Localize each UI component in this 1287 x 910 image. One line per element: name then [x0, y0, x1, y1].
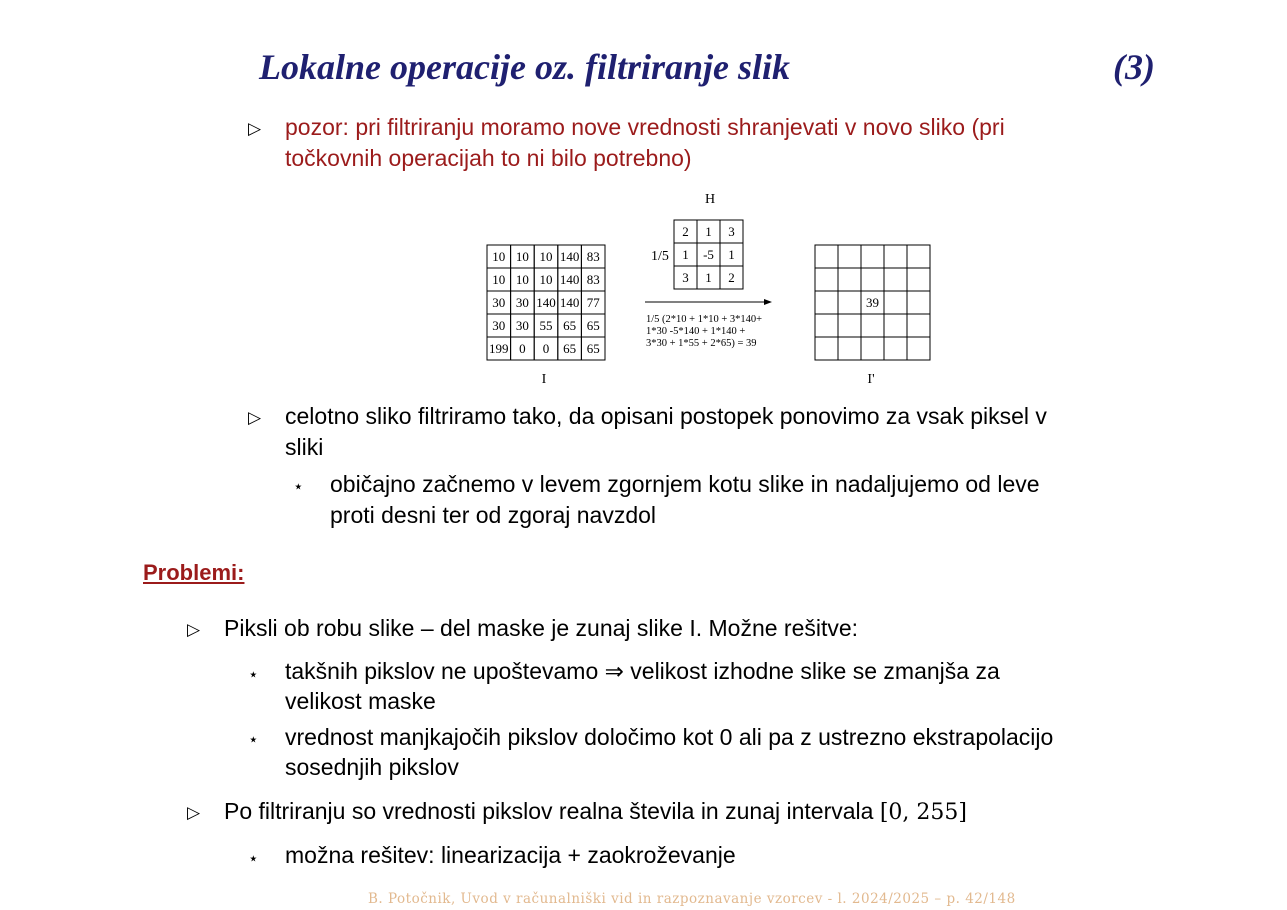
matrix-value: 65	[586, 318, 600, 334]
star-bullet-icon: ⋆	[248, 665, 259, 684]
matrix-value: 0	[542, 341, 550, 357]
matrix-cell	[838, 268, 861, 291]
matrix-value: 1	[705, 270, 712, 286]
label-I-prime: I'	[867, 372, 875, 387]
formula-line: 3*30 + 1*55 + 2*65) = 39	[646, 338, 757, 349]
problems-heading: Problemi:	[143, 560, 245, 585]
label-H: H	[704, 192, 716, 207]
matrix-cell	[884, 245, 907, 268]
problem-text: Piksli ob robu slike – del maske je zunaj slike I. Možne rešitve:	[224, 615, 859, 641]
matrix-value: 83	[586, 272, 600, 288]
matrix-value: 140	[536, 295, 556, 311]
formula-line: 1*30 -5*140 + 1*140 +	[646, 326, 746, 337]
slide-title: Lokalne operacije oz. filtriranje slik	[259, 47, 790, 87]
matrix-value: 140	[559, 295, 580, 311]
problem-text: Po filtriranju so vrednosti pikslov realna števila in zunaj intervala	[224, 798, 874, 824]
matrix-value: 0	[519, 341, 526, 357]
matrix-value: 10	[539, 249, 553, 265]
matrix-value: 1	[728, 247, 735, 263]
star-bullet-icon: ⋆	[293, 477, 304, 496]
star-bullet-icon: ⋆	[248, 849, 259, 868]
matrix-cell	[815, 337, 838, 360]
matrix-value: 10	[492, 272, 506, 288]
matrix-cell	[884, 268, 907, 291]
matrix-cell	[815, 268, 838, 291]
sub-bullet-text-line: sosednjih pikslov	[285, 754, 459, 780]
matrix-cell	[861, 337, 884, 360]
matrix-cell	[861, 314, 884, 337]
matrix-value: 140	[559, 272, 580, 288]
matrix-value: 10	[515, 249, 529, 265]
matrix-value: 30	[492, 295, 506, 311]
matrix-value: 10	[492, 249, 506, 265]
matrix-value: 30	[492, 318, 506, 334]
matrix-cell	[884, 314, 907, 337]
bullet-triangle-icon: ▷	[248, 119, 262, 138]
star-bullet-icon: ⋆	[248, 730, 259, 749]
matrix-value: -5	[703, 247, 714, 263]
matrix-I-prime	[815, 245, 930, 360]
bullet-text-line: točkovnih operacijah to ni bilo potrebno)	[285, 145, 692, 171]
matrix-cell	[907, 268, 930, 291]
label-I: I	[541, 372, 547, 387]
matrix-value: 30	[515, 318, 529, 334]
bullet-triangle-icon: ▷	[248, 408, 262, 427]
matrix-value: 65	[563, 318, 577, 334]
matrix-value: 199	[489, 341, 509, 357]
matrix-cell	[815, 245, 838, 268]
matrix-cell	[838, 291, 861, 314]
formula-line: 1/5 (2*10 + 1*10 + 3*140+	[646, 314, 763, 325]
sub-bullet-text-line: proti desni ter od zgoraj navzdol	[330, 502, 657, 528]
matrix-value: 2	[728, 270, 735, 286]
matrix-I	[487, 245, 605, 360]
matrix-H	[674, 220, 743, 289]
sub-bullet-text-line: takšnih pikslov ne upoštevamo ⇒ velikost izhodne slike se zmanjša za	[285, 658, 1000, 684]
slide-title-number: (3)	[1113, 47, 1155, 87]
matrix-value: 55	[539, 318, 553, 334]
matrix-value: 10	[515, 272, 529, 288]
matrix-cell	[815, 314, 838, 337]
interval-math: [0, 255]	[879, 800, 967, 825]
sub-bullet-text-line: vrednost manjkajočih pikslov določimo kot 0 ali pa z ustrezno ekstrapolacijo	[285, 724, 1054, 750]
matrix-cell	[907, 291, 930, 314]
problem-text-line	[224, 796, 967, 828]
matrix-cell	[884, 291, 907, 314]
matrix-value: 39	[866, 295, 879, 311]
matrix-value: 3	[728, 224, 735, 240]
matrix-cell	[907, 245, 930, 268]
sub-bullet-text-line: možna rešitev: linearizacija + zaokroževanje	[285, 842, 736, 868]
filtering-diagram	[470, 185, 950, 395]
matrix-value: 1	[705, 224, 712, 240]
matrix-cell	[907, 314, 930, 337]
matrix-value: 1	[682, 247, 689, 263]
matrix-value: 3	[682, 270, 689, 286]
matrix-cell	[907, 337, 930, 360]
sub-bullet-text-line: velikost maske	[285, 688, 436, 714]
bullet-triangle-icon: ▷	[187, 620, 201, 639]
bullet-text-line: pozor: pri filtriranju moramo nove vrednosti shranjevati v novo sliko (pri	[285, 114, 1005, 140]
bullet-text-line: celotno sliko filtriramo tako, da opisani postopek ponovimo za vsak piksel v	[285, 403, 1047, 429]
matrix-value: 10	[539, 272, 553, 288]
matrix-cell	[838, 314, 861, 337]
matrix-cell	[884, 337, 907, 360]
matrix-value: 30	[515, 295, 529, 311]
matrix-cell	[838, 245, 861, 268]
matrix-value: 83	[586, 249, 600, 265]
matrix-cell	[861, 245, 884, 268]
slide-footer: B. Potočnik, Uvod v računalniški vid in razpoznavanje vzorcev - l. 2024/2025 – p. 42/148	[368, 891, 1016, 907]
mask-scale: 1/5	[651, 249, 669, 264]
bullet-text-line: sliki	[285, 434, 324, 460]
matrix-value: 65	[563, 341, 577, 357]
matrix-cell	[815, 291, 838, 314]
matrix-value: 65	[586, 341, 600, 357]
arrow-head-icon	[764, 299, 772, 305]
bullet-triangle-icon: ▷	[187, 803, 201, 822]
matrix-cell	[838, 337, 861, 360]
matrix-value: 2	[682, 224, 689, 240]
sub-bullet-text-line: običajno začnemo v levem zgornjem kotu slike in nadaljujemo od leve	[330, 471, 1040, 497]
matrix-value: 140	[559, 249, 580, 265]
matrix-value: 77	[586, 295, 600, 311]
matrix-cell	[861, 268, 884, 291]
